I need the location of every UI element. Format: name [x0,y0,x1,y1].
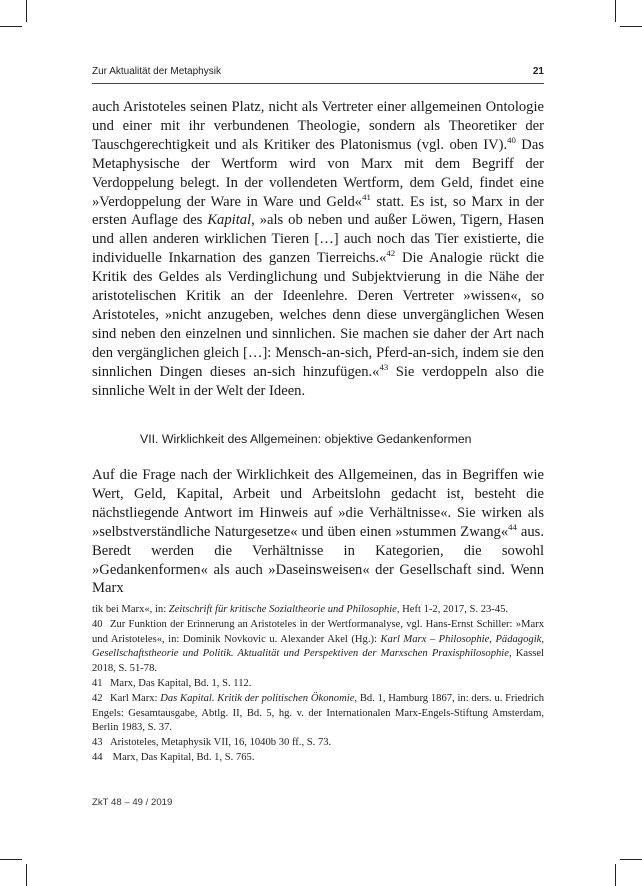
footnote-ref-44[interactable]: 44 [508,521,517,532]
crop-mark [26,0,27,22]
paragraph-2: Auf die Frage nach der Wirklichkeit des Allgemeinen, das in Begriffen wie Wert, Geld, Kapital, Arbeit und Arbeitslohn gedacht ist, besteht die nächstliegende Antwort im Hinweis auf »die Verhältnisse«. Sie wirken als »selbstverständliche Naturgesetze« und üben einen »stummen Zwang«$^{44}$ aus. Beredt werden die Verhältnisse in Kategorien, die sowohl »Gedankenformen« als auch »Daseinsweisen« der Gesellschaft sind. Wenn Marx [92,467,544,597]
journal-footer: ZkT 48 – 49 / 2019 [92,797,173,808]
footnote-42: 42 Karl Marx: Das Kapital. Kritik der politischen Ökonomie, Bd. 1, Hamburg 1867, in: ders. u. Friedrich Engels: Gesamtausgabe, Abtlg. II, Bd. 5, hg. v. der Internationalen Marx-Engels-Stiftung Amsterdam, Berlin 1983, S. 37. [92,692,544,734]
footnote-ref-42[interactable]: 42 [386,248,396,259]
page-number: 21 [532,66,544,77]
crop-mark [26,864,27,886]
footnote-ref-41[interactable]: 41 [362,191,371,202]
footnote-ref-40[interactable]: 40 [507,134,516,145]
crop-mark [0,859,22,860]
footnote-continuation: tik bei Marx«, in: Zeitschrift für kritische Sozialtheorie und Philosophie, Heft 1-2, 2017, S. 23-45. [92,604,509,615]
header-rule [92,83,544,84]
crop-mark [620,859,642,860]
paragraph-1: auch Aristoteles seinen Platz, nicht als Vertreter einer allgemeinen Ontologie und einer mit ihr verbundenen Theologie, sondern als Theoretiker der Tauschgerechtigkeit und als Kritiker des Platonismus (vgl. oben IV).$^{40}$ Das Metaphysische der Wertform wird von Marx mit dem Begriff der Verdoppelung belegt. In der vollendeten Wertform, dem Geld, findet eine »Verdoppelung der Ware in Ware und Geld«$^{41}$ statt. Es ist, so Marx in der ersten Auflage des Kapital, »als ob neben und außer Löwen, Tigern, Hasen und allen anderen wirklichen Tieren […] auch noch das Tier existierte, die individuelle Inkarnation des ganzen Tierreichs.«$^{42}$ Die Analogie rückt die Kritik des Geldes als Verdinglichung und Subjektvierung in die Nähe der aristotelischen Kritik an der Ideenlehre. Deren Vertreter »wissen«, so Aristoteles, »nicht anzugeben, welches denn diese unvergänglichen Wesen sind neben den einzelnen und sinnlichen. Sie machen sie daher der Art nach den vergänglichen gleich […]: Mensch-an-sich, Pferd-an-sich, indem sie den sinnlichen Dingen dieses an-sich hinzufügen.«$^{43}$ Sie verdoppeln also die sinnliche Welt in der Welt der Ideen. [92,99,544,399]
footnote-40: 40 Zur Funktion der Erinnerung an Aristoteles in der Wertformanalyse, vgl. Hans-Ernst Schiller: »Marx und Aristoteles«, in: Dominik Novkovic u. Alexander Akel (Hg.): Karl Marx – Philosophie, Pädagogik, Gesellschaftstheorie und Politik. Aktualität und Perspektiven der Marxschen Praxisphilosophie, Kassel 2018, S. 51-78. [92,618,544,675]
crop-mark [0,26,22,27]
running-head [92,66,544,77]
footnote-44: 44 Marx, Das Kapital, Bd. 1, S. 765. [92,751,255,763]
crop-mark [615,864,616,886]
section-heading: VII. Wirklichkeit des Allgemeinen: objektive Gedankenformen [140,432,472,446]
footnote-41: 41 Marx, Das Kapital, Bd. 1, S. 112. [92,677,252,689]
crop-mark [620,26,642,27]
footnotes [92,603,544,766]
running-head-title: Zur Aktualität der Metaphysik [92,66,221,77]
crop-mark [615,0,616,22]
footnote-43: 43 Aristoteles, Metaphysik VII, 16, 1040b 30 ff., S. 73. [92,737,332,749]
footnote-ref-43[interactable]: 43 [379,361,389,372]
